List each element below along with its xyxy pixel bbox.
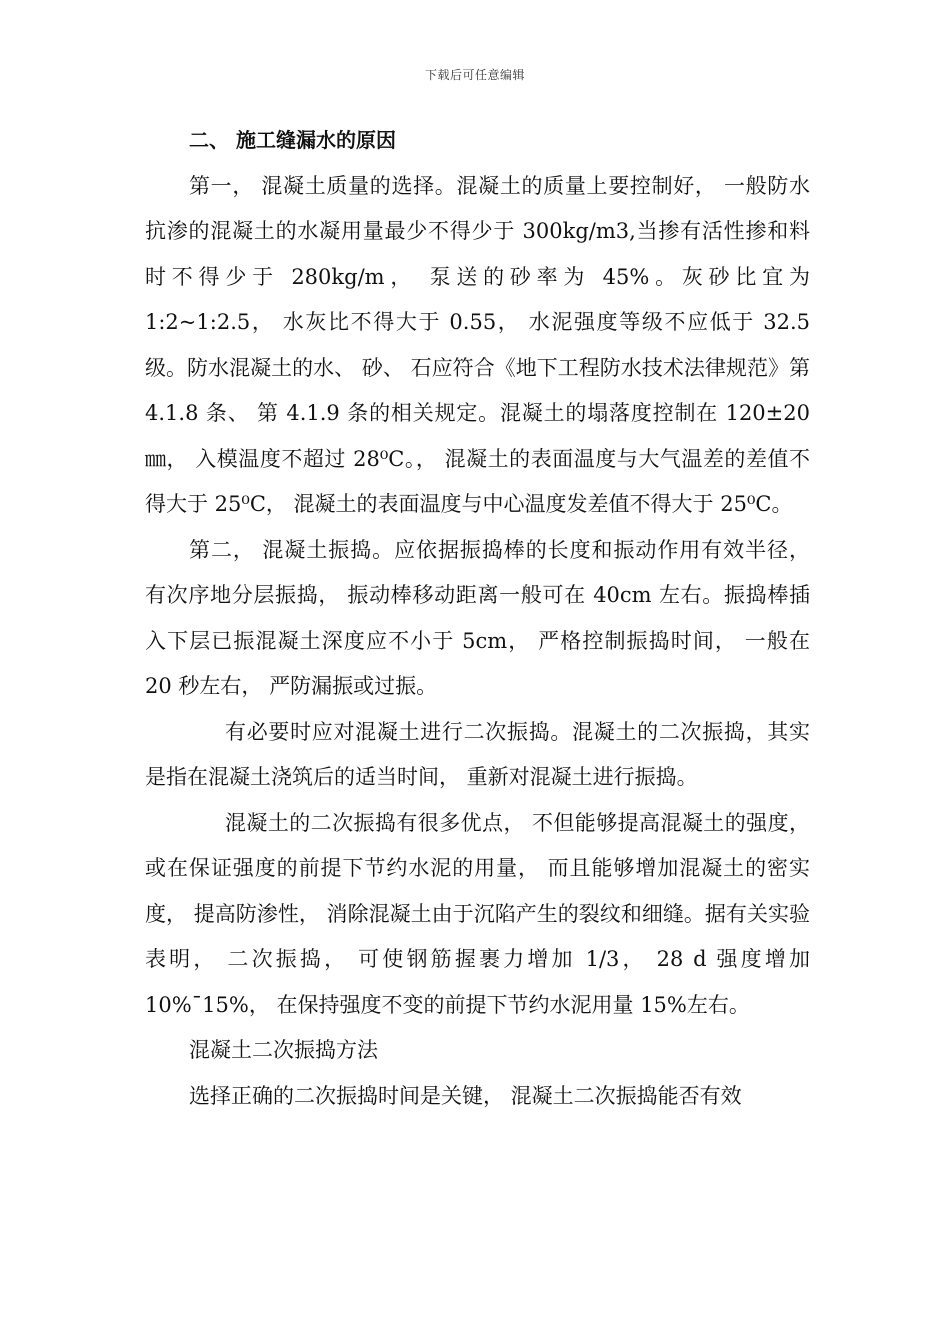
paragraph-method-title: 混凝土二次振捣方法 — [189, 1038, 378, 1062]
paragraph-concrete-quality: 第一， 混凝土质量的选择。混凝土的质量上要控制好， 一般防水抗渗的混凝土的水凝用量最少不得少于 300kg/m3,当掺有活性掺和料时不得少于 280kg/m， 泵送的砂率为 45%。灰砂比宜为 1:2~1:2.5， 水灰比不得大于 0.55， 水泥强度等级不应低于 32.5 级。防水混凝土的水、 砂、 石应符合《地下工程防水技术法律规范》第 4.1.8 条、 第 4.1.9 条的相关规定。混凝土的塌落度控制在 120±20㎜， 入模温度不超过 28⁰C。， 混凝土的表面温度与大气温差的差值不得大于 25⁰C， 混凝土的表面温度与中心温度发差值不得大于 25⁰C。 — [145, 173, 810, 516]
paragraph-vibration: 第二， 混凝土振捣。应依据振捣棒的长度和振动作用有效半径， 有次序地分层振捣， 振动棒移动距离一般可在 40cm 左右。振捣棒插入下层已振混凝土深度应不小于 5cm， 严格控制振捣时间， 一般在 20 秒左右， 严防漏振或过振。 — [145, 537, 810, 698]
paragraph-secondary-vibration: 有必要时应对混凝土进行二次振捣。混凝土的二次振捣，其实是指在混凝土浇筑后的适当时间， 重新对混凝土进行振捣。 — [145, 719, 810, 789]
paragraph-secondary-vibration-benefits: 混凝土的二次振捣有很多优点， 不但能够提高混凝土的强度， 或在保证强度的前提下节约水泥的用量， 而且能够增加混凝土的密实度， 提高防渗性， 消除混凝土由于沉陷产生的裂纹和细缝。据有关实验表明， 二次振捣， 可使钢筋握裹力增加 1/3， 28 d 强度增加 10%¯15%， 在保持强度不变的前提下节约水泥用量 15%左右。 — [145, 810, 810, 1017]
document-body — [145, 118, 810, 1119]
page-header-note: 下载后可任意编辑 — [424, 68, 525, 82]
section-heading: 二、 施工缝漏水的原因 — [189, 128, 396, 152]
paragraph-method-start: 选择正确的二次振捣时间是关键， 混凝土二次振捣能否有效 — [189, 1083, 742, 1108]
